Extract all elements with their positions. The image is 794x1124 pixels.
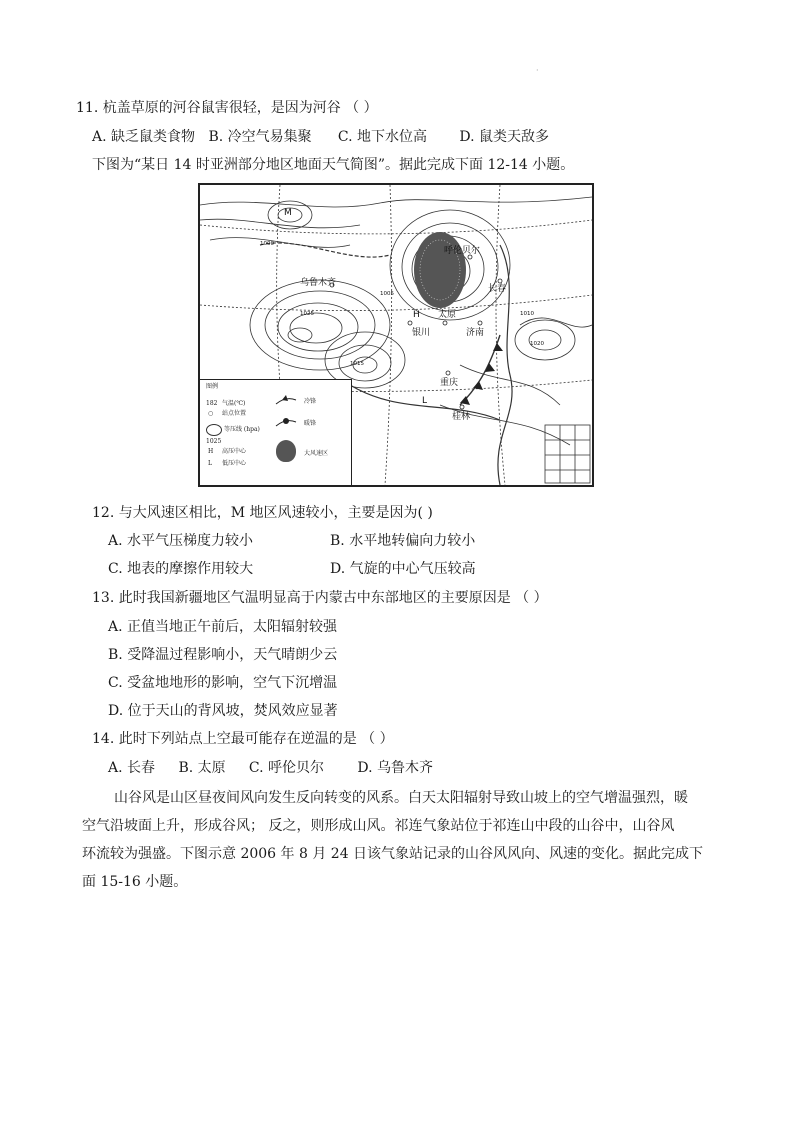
map-label-high: H (413, 310, 420, 320)
legend-item: 大风速区 (304, 450, 329, 457)
isobar-label: 1010 (520, 311, 534, 317)
isobar-label: 1005 (380, 291, 394, 297)
intro-12-14: 下图为“某日 14 时亚洲部分地区地面天气简图”。据此完成下面 12-14 小题。 (92, 157, 575, 173)
legend-sample-temp: 182 (206, 400, 218, 407)
q14-option-a[interactable]: A. 长春 (108, 760, 156, 776)
legend-item: 低压中心 (222, 460, 247, 467)
isobar-label: 1025 (300, 311, 314, 317)
q12-option-c[interactable]: C. 地表的摩擦作用较大 (108, 561, 254, 577)
q12-stem: 12. 与大风速区相比，M 地区风速较小，主要是因为( ) (92, 505, 433, 521)
legend-item: 气温(℃) (222, 400, 246, 407)
legend-item: 站点位置 (222, 410, 247, 417)
high-wind-area (414, 232, 466, 308)
q11-option-a[interactable]: A. 缺乏鼠类食物 (92, 129, 196, 145)
map-label-jinan: 济南 (466, 328, 485, 338)
weather-map (198, 183, 594, 487)
q13-option-b[interactable]: B. 受降温过程影响小，天气晴朗少云 (108, 647, 338, 663)
map-label-yinchuan: 银川 (412, 328, 431, 338)
q11-stem: 11. 杭盖草原的河谷鼠害很轻，是因为河谷 （ ） (76, 100, 378, 116)
map-label-guilin: 桂林 (452, 412, 471, 422)
legend-item: 等压线 (hpa) (224, 426, 260, 433)
passage-line: 空气沿坡面上升，形成谷风； 反之，则形成山风。祁连气象站位于祁连山中段的山谷中，山谷风 (82, 818, 675, 834)
map-label-changchun: 长春 (488, 284, 507, 294)
q11-options (92, 127, 549, 147)
q12-option-a[interactable]: A. 水平气压梯度力较小 (108, 533, 254, 549)
q11-option-d[interactable]: D. 鼠类天敌多 (459, 129, 549, 145)
cold-front-icon (274, 394, 298, 406)
q13-option-d[interactable]: D. 位于天山的背风坡，焚风效应显著 (108, 703, 338, 719)
legend-item: 高压中心 (222, 448, 247, 455)
low-center-icon: L (208, 460, 212, 467)
map-label-taiyuan: 太原 (438, 310, 457, 320)
high-center-icon: H (208, 448, 214, 455)
map-label-low: L (422, 396, 428, 406)
map-label-hulunbuir: 呼伦贝尔 (444, 246, 481, 256)
page-mark: · (536, 66, 539, 75)
passage-line: 环流较为强盛。下图示意 2006 年 8 月 24 日该气象站记录的山谷风风向、风速的变化。据此完成下 (82, 846, 704, 862)
map-label-urumqi: 乌鲁木齐 (300, 278, 337, 288)
legend-sample-pressure: 1025 (206, 438, 222, 445)
q11-option-b[interactable]: B. 冷空气易集聚 (208, 129, 312, 145)
isobar-label: 1015 (350, 361, 364, 367)
warm-front-icon (274, 416, 298, 428)
q14-stem: 14. 此时下列站点上空最可能存在逆温的是 （ ） (92, 731, 394, 747)
passage-line: 面 15-16 小题。 (82, 874, 188, 890)
q13-stem: 13. 此时我国新疆地区气温明显高于内蒙古中东部地区的主要原因是 （ ） (92, 590, 548, 606)
isobar-icon (206, 424, 222, 436)
q13-option-a[interactable]: A. 正值当地正午前后，太阳辐射较强 (108, 619, 338, 635)
high-wind-icon (276, 440, 296, 462)
legend-item: 暖锋 (304, 420, 317, 427)
q14-option-c[interactable]: C. 呼伦贝尔 (248, 760, 325, 776)
map-label-chongqing: 重庆 (440, 378, 459, 388)
q14-options (108, 758, 433, 778)
legend-title: 图例 (206, 383, 219, 390)
station-icon: ○ (208, 410, 214, 417)
q12-option-b[interactable]: B. 水平地转偏向力较小 (330, 533, 476, 549)
map-legend (200, 379, 352, 485)
passage-line: 山谷风是山区昼夜间风向发生反向转变的风系。白天太阳辐射导致山坡上的空气增温强烈，暖 (114, 790, 688, 806)
map-label-m: M (284, 208, 292, 218)
q12-option-d[interactable]: D. 气旋的中心气压较高 (330, 561, 476, 577)
q11-option-c[interactable]: C. 地下水位高 (337, 129, 428, 145)
q14-option-d[interactable]: D. 乌鲁木齐 (357, 760, 433, 776)
q13-option-c[interactable]: C. 受盆地地形的影响，空气下沉增温 (108, 675, 338, 691)
q14-option-b[interactable]: B. 太原 (178, 760, 226, 776)
isobar-label: 1020 (530, 341, 544, 347)
isobar-label: 1000 (260, 241, 274, 247)
legend-item: 冷锋 (304, 398, 317, 405)
